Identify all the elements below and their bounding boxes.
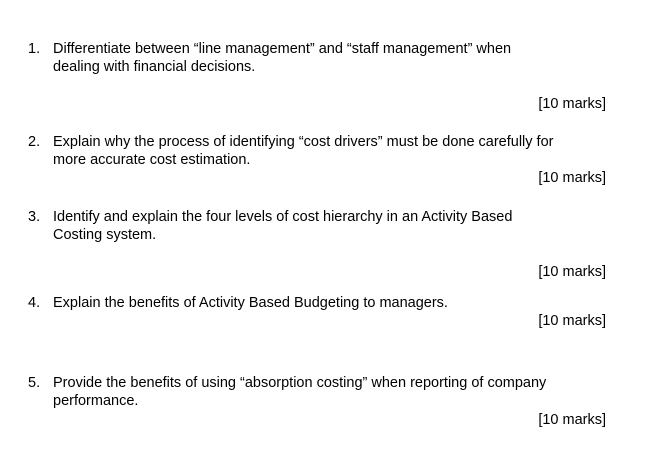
question-line: Explain why the process of identifying “cost drivers” must be done carefully for	[53, 134, 554, 150]
question-line: more accurate cost estimation.	[53, 152, 251, 168]
question-number: 4.	[28, 295, 41, 311]
question-number: 5.	[28, 375, 41, 391]
question-line: Costing system.	[53, 227, 157, 243]
question-number: 2.	[28, 134, 41, 150]
marks-label: [10 marks]	[538, 96, 606, 112]
marks-label: [10 marks]	[538, 264, 606, 280]
question-line: performance.	[53, 393, 139, 409]
question-number: 3.	[28, 209, 41, 225]
question-text	[53, 40, 618, 76]
marks-label: [10 marks]	[538, 313, 606, 329]
question-line: Provide the benefits of using “absorption costing” when reporting of company	[53, 375, 547, 391]
marks-label: [10 marks]	[538, 412, 606, 428]
question-text	[53, 133, 618, 169]
question-text	[53, 294, 618, 312]
marks-label: [10 marks]	[538, 170, 606, 186]
question-number: 1.	[28, 41, 41, 57]
question-line: dealing with financial decisions.	[53, 59, 256, 75]
question-line: Differentiate between “line management” and “staff management” when	[53, 41, 512, 57]
question-text	[53, 208, 618, 244]
question-line: Explain the benefits of Activity Based Budgeting to managers.	[53, 295, 448, 311]
question-line: Identify and explain the four levels of cost hierarchy in an Activity Based	[53, 209, 513, 225]
question-text	[53, 374, 618, 410]
